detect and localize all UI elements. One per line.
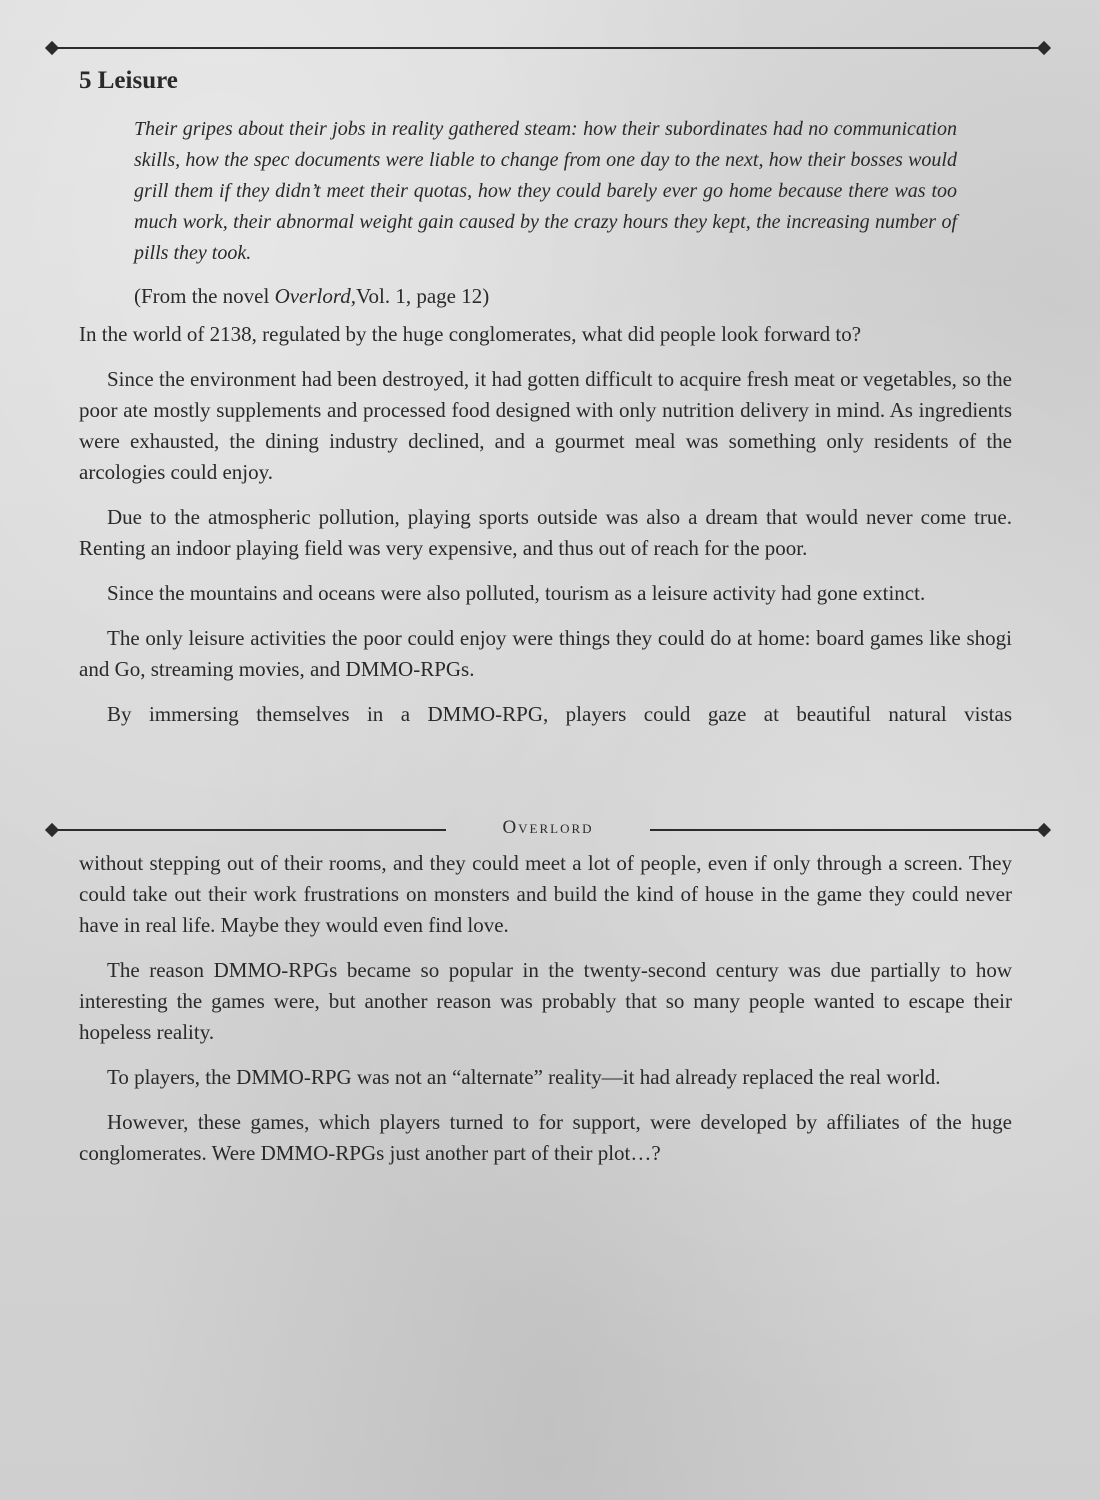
paragraph: Since the environment had been destroyed, it had gotten difficult to acquire fresh meat or vegetables, so the poor ate mostly supplements and processed food designed with only nutrition delivery in mind. As ingredients were exhausted, the dining industry declined, and a gourmet meal was something only residents of the arcologies could enjoy. xyxy=(79,367,1012,484)
citation-prefix: (From the novel xyxy=(134,284,275,308)
paragraph: The reason DMMO-RPGs became so popular in the twenty-second century was due partially to how interesting the games were, but another reason was probably that so many people wanted to escape their hopeless reality. xyxy=(79,958,1012,1044)
lower-text-block xyxy=(79,848,1012,1183)
running-head-left-line xyxy=(52,829,446,831)
paragraph: without stepping out of their rooms, and they could meet a lot of people, even if only through a screen. They could take out their work frustrations on monsters and build the kind of house in the game they could never have in real life. Maybe they would even find love. xyxy=(79,851,1012,937)
running-head-left-diamond xyxy=(45,823,59,837)
paragraph: Since the mountains and oceans were also polluted, tourism as a leisure activity had gone extinct. xyxy=(107,581,926,605)
citation-title: Overlord, xyxy=(274,284,357,308)
top-right-diamond-ornament xyxy=(1037,41,1051,55)
upper-text-block xyxy=(79,62,1012,744)
running-head-title: Overlord xyxy=(502,817,594,838)
epigraph-citation xyxy=(134,281,1012,311)
paragraph: Due to the atmospheric pollution, playing sports outside was also a dream that would never come true. Renting an indoor playing field was very expensive, and thus out of reach for the poor. xyxy=(79,505,1012,560)
citation-suffix: Vol. 1, page 12) xyxy=(356,284,490,308)
paragraph: The only leisure activities the poor could enjoy were things they could do at home: board games like shogi and Go, streaming movies, and DMMO-RPGs. xyxy=(79,626,1012,681)
paragraph: However, these games, which players turned to for support, were developed by affiliates of the huge conglomerates. Were DMMO-RPGs just another part of their plot…? xyxy=(79,1110,1012,1165)
top-divider-line xyxy=(52,47,1044,49)
top-left-diamond-ornament xyxy=(45,41,59,55)
paragraph: To players, the DMMO-RPG was not an “alternate” reality—it had already replaced the real world. xyxy=(107,1065,941,1089)
running-head-right-line xyxy=(650,829,1044,831)
paragraph: In the world of 2138, regulated by the huge conglomerates, what did people look forward to? xyxy=(79,322,862,346)
running-head-right-diamond xyxy=(1037,823,1051,837)
paragraph: By immersing themselves in a DMMO-RPG, players could gaze at beautiful natural vistas xyxy=(107,702,1012,726)
epigraph-quote: Their gripes about their jobs in reality gathered steam: how their subordinates had no communication skills, how the spec documents were liable to change from one day to the next, how their bosses would grill them if they didn’t meet their quotas, how they could barely ever go home because there was too much work, their abnormal weight gain caused by the crazy hours they kept, the increasing number of pills they took. xyxy=(134,118,957,264)
section-title: 5 Leisure xyxy=(79,67,178,94)
